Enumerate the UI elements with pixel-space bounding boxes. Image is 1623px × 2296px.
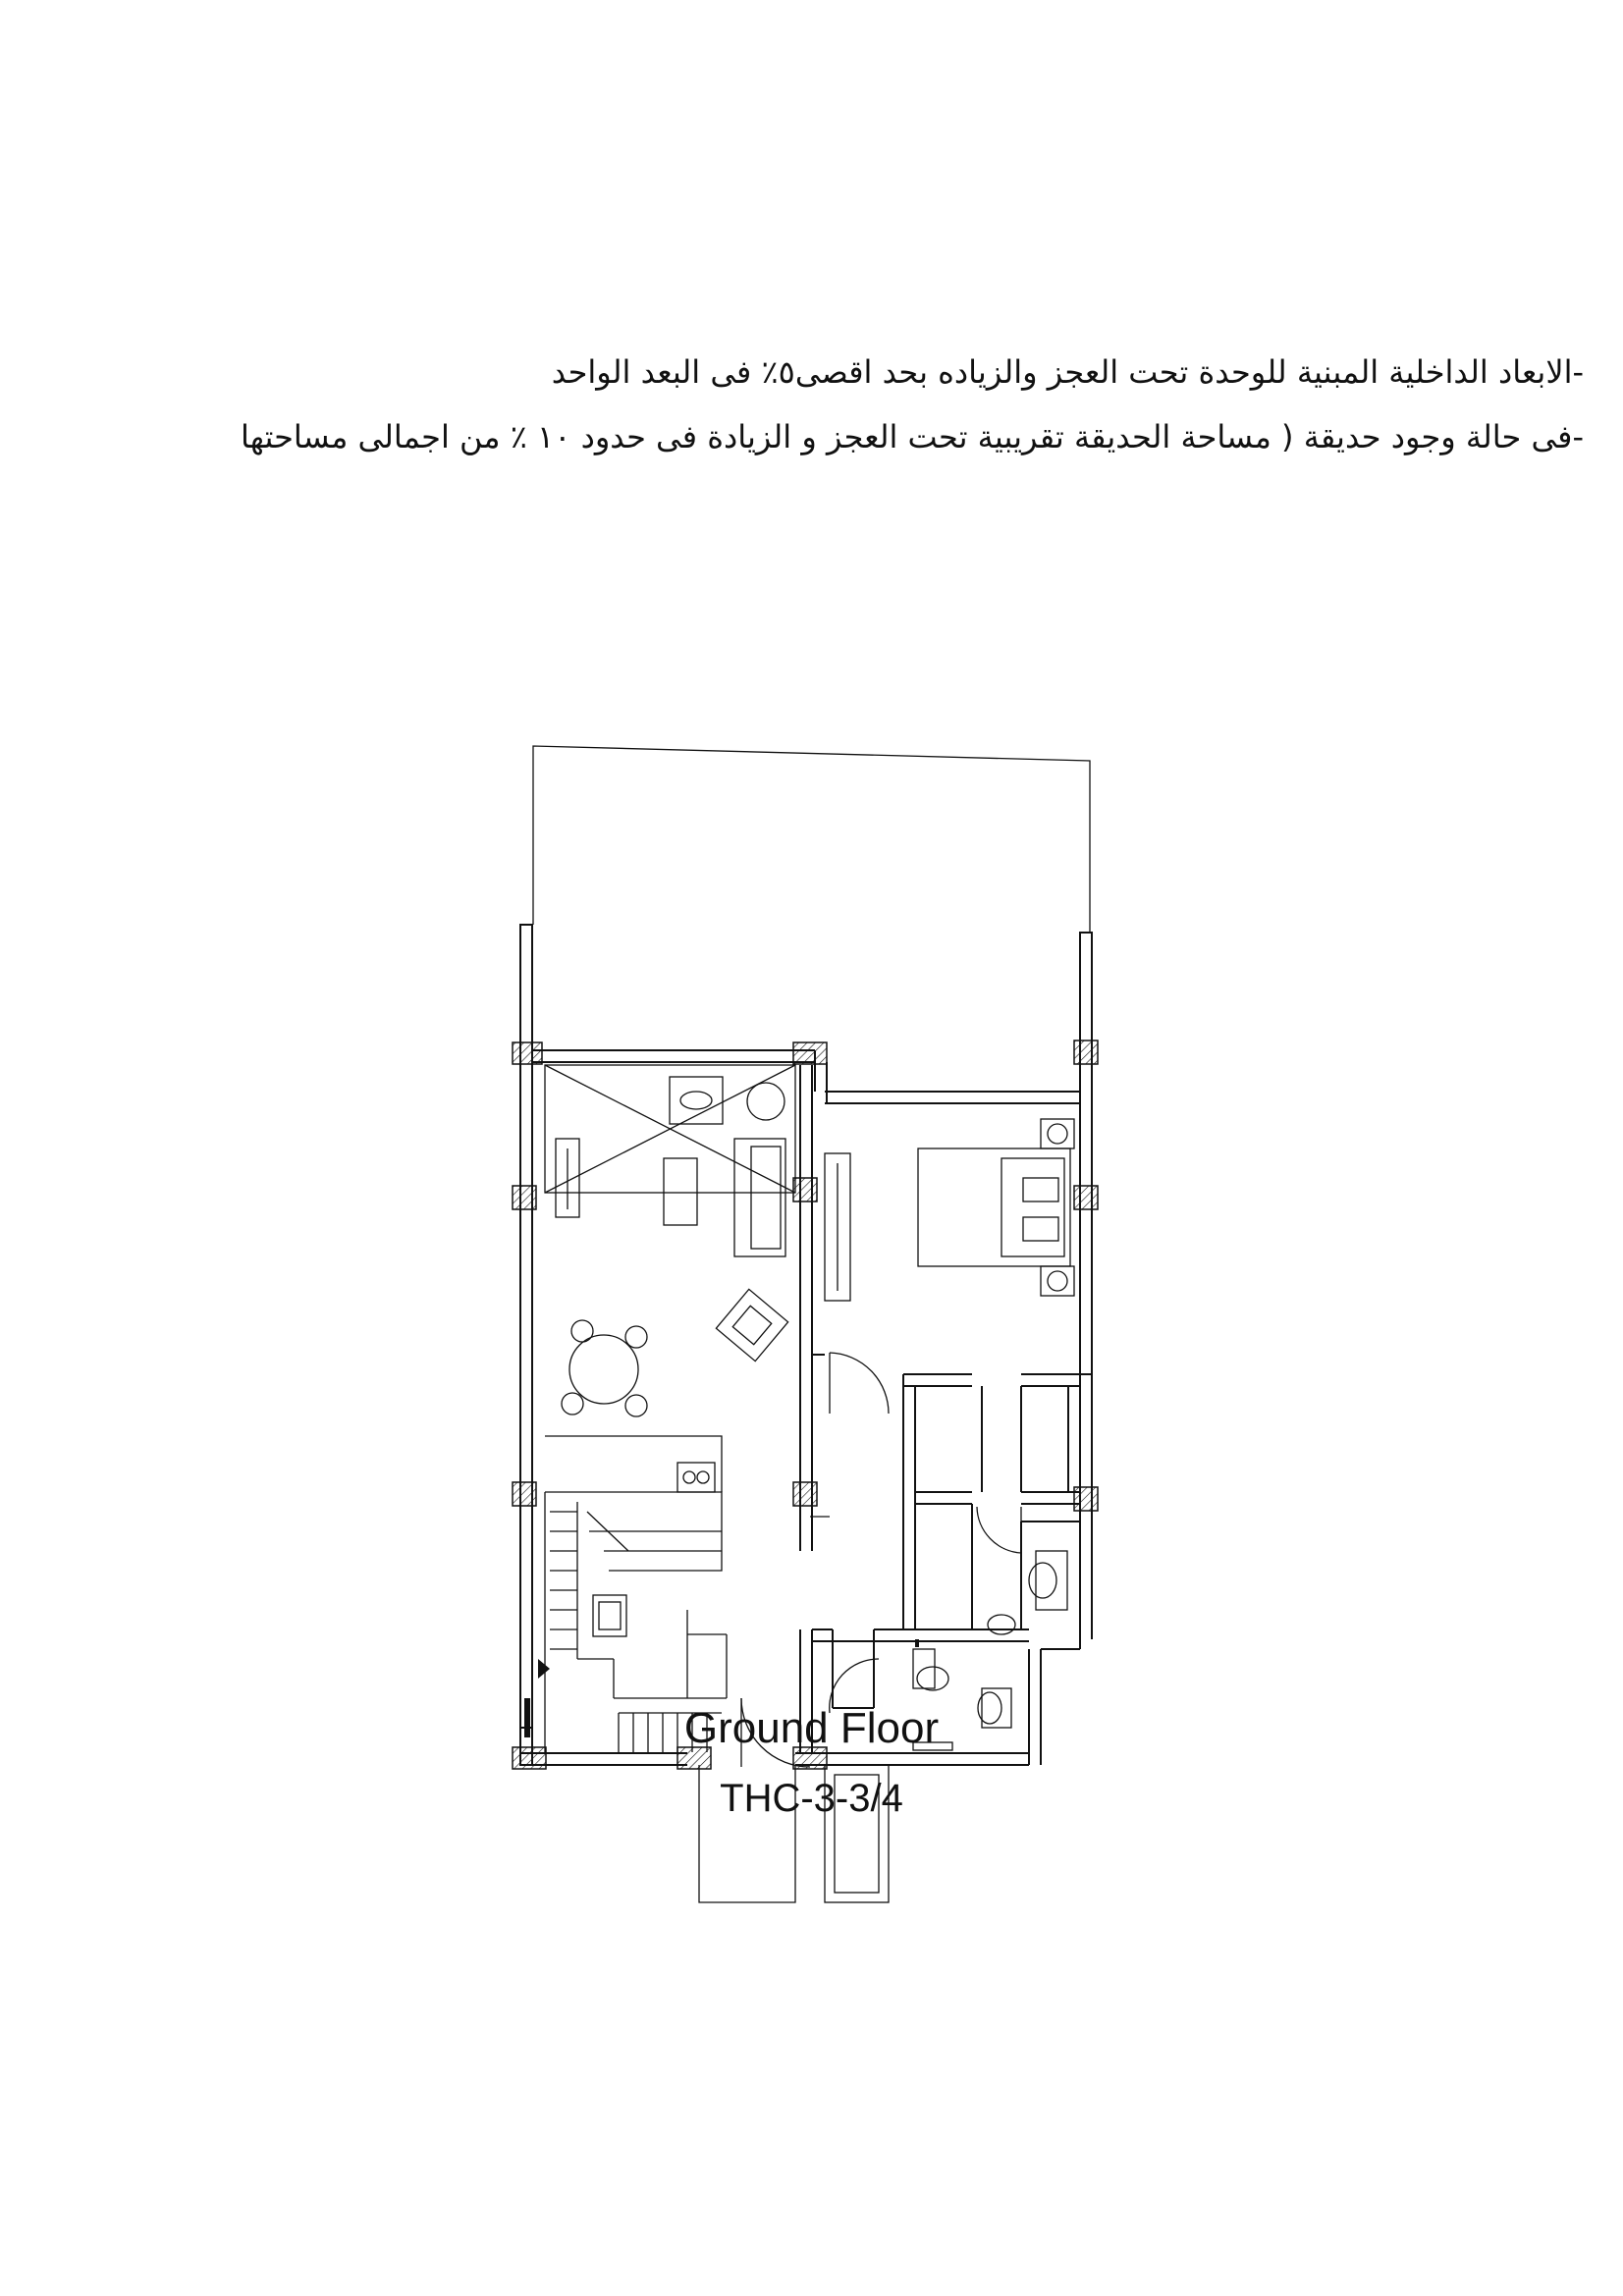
note-garden-area: -فى حالة وجود حديقة ( مساحة الحديقة تقريبية تحت العجز و الزيادة فى حدود ١٠ ٪ من اجمالى مساحتها	[240, 418, 1584, 455]
bedroom-furniture	[825, 1119, 1074, 1301]
living-furniture	[556, 1077, 788, 1362]
dining-table	[562, 1320, 647, 1416]
garden-outline	[533, 746, 1090, 933]
drawing-code: THC-3-3/4	[720, 1777, 903, 1820]
interior-walls	[800, 1065, 1080, 1753]
note-dimensions-tolerance: -الابعاد الداخلية المبنية للوحدة تحت العجز والزياده بحد اقصى٥٪ فى البعد الواحد	[551, 353, 1584, 391]
drawing-title: Ground Floor	[683, 1704, 940, 1752]
structural-columns	[513, 1041, 1098, 1769]
